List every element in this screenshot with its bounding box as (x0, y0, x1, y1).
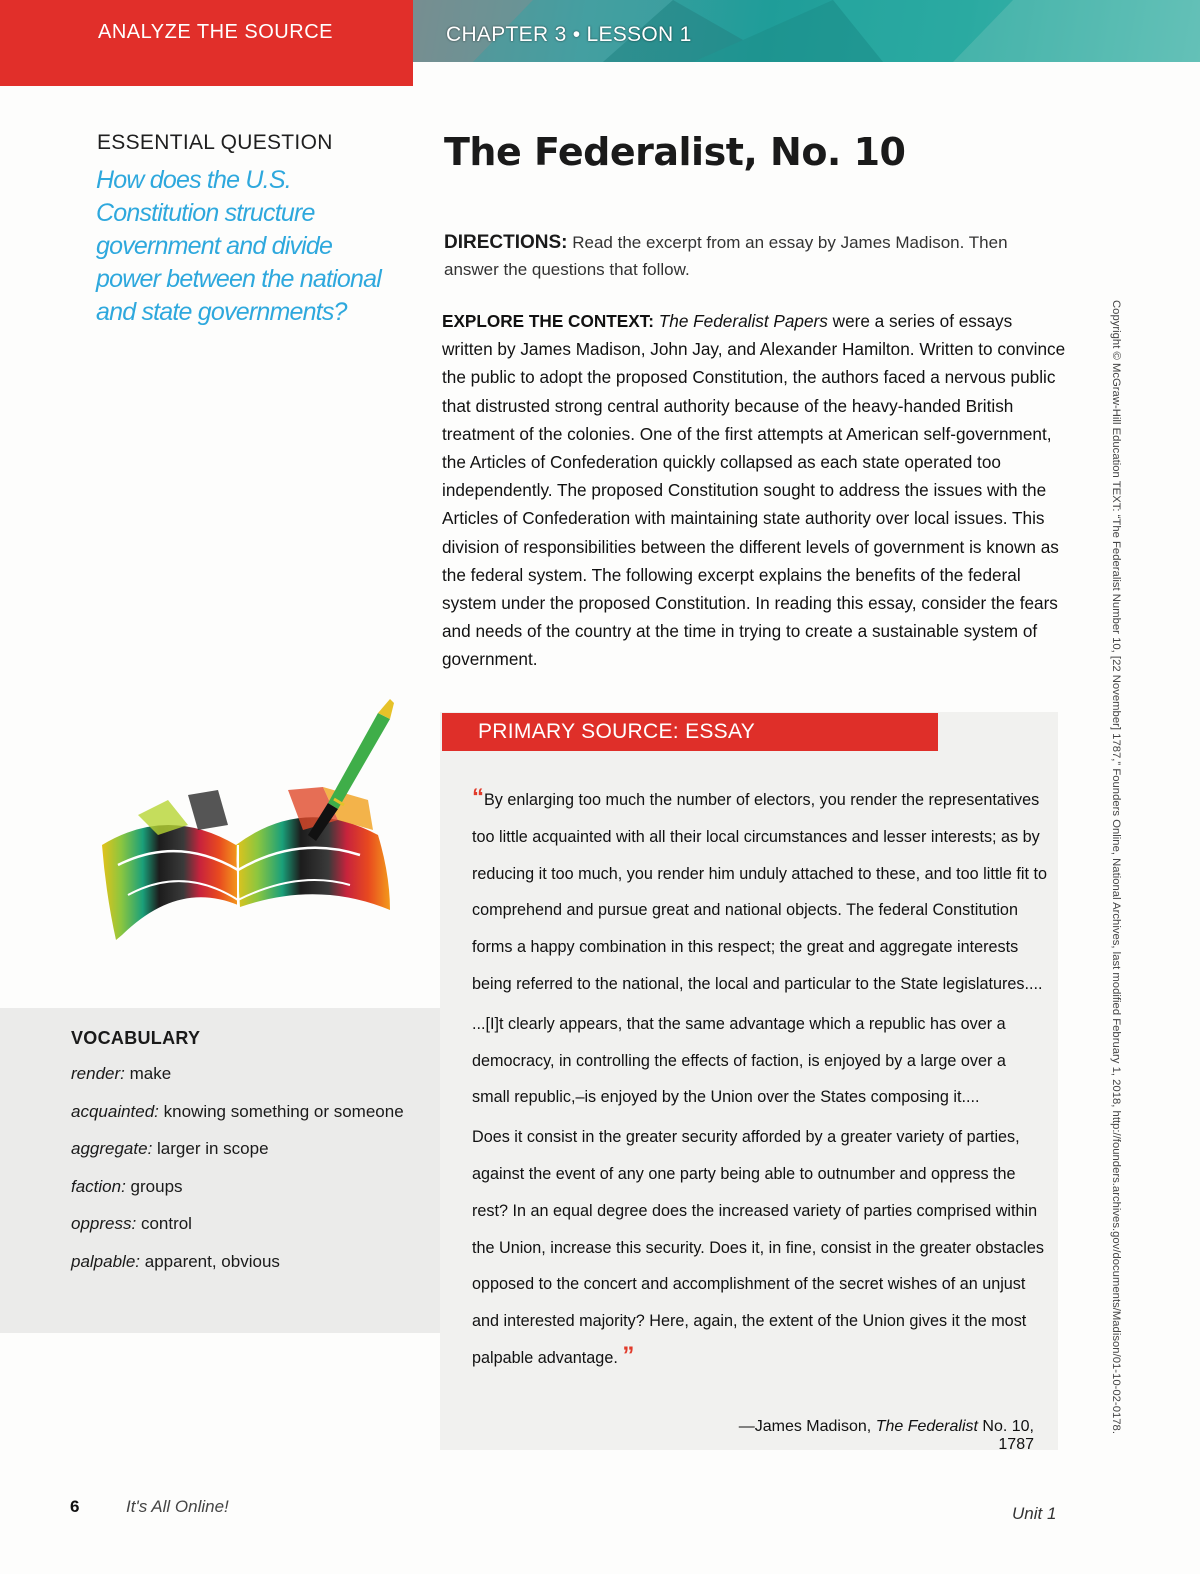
vocab-item (71, 1249, 431, 1287)
vocab-term: acquainted: (71, 1101, 159, 1121)
vocab-term: oppress: (71, 1214, 137, 1233)
directions-text: Read the excerpt from an essay by James Madison. Then answer the questions that follow. (444, 233, 1008, 279)
open-quote-icon: “ (472, 784, 484, 811)
vocab-definition: knowing something or someone (163, 1101, 404, 1121)
close-quote-icon: ” (622, 1341, 635, 1369)
essential-question-label: ESSENTIAL QUESTION (97, 131, 333, 154)
vocab-item (71, 1061, 431, 1099)
explore-context (442, 307, 1067, 674)
vocab-item (71, 1099, 431, 1137)
page-number: 6 (70, 1497, 80, 1516)
copyright-text: Copyright © McGraw-Hill Education TEXT: “The Federalist Number 10, [22 November] 1787,” Founders Online, National Archives, last modified February 1, 2018, http://founders.archives.gov/documents/Madison/01-10-02-0178. (1110, 300, 1122, 1434)
footer-unit: Unit 1 (1012, 1504, 1057, 1523)
section-banner (0, 0, 413, 86)
vocab-term: aggregate: (71, 1139, 153, 1158)
attribution-prefix: —James Madison, (738, 1418, 872, 1435)
vocab-term: render: (71, 1064, 125, 1083)
page-title: The Federalist, No. 10 (444, 130, 906, 174)
essay-paragraph (472, 1119, 1047, 1377)
vocab-term: palpable: (71, 1251, 141, 1271)
directions (444, 229, 1064, 283)
primary-source-header (442, 713, 938, 751)
vocab-definition: control (140, 1214, 192, 1233)
essay-attribution (700, 1418, 1034, 1454)
essay-paragraph (472, 1006, 1047, 1116)
section-label: ANALYZE THE SOURCE (98, 21, 333, 43)
chapter-banner (413, 0, 1200, 62)
vocab-definition: make (129, 1064, 172, 1083)
context-text: were a series of essays written by James Madison, John Jay, and Alexander Hamilton. Written to convince the public to adopt the proposed Constitution, the authors faced a nervous public that distrusted strong central authority because of the heavy-handed British treatment of the colonies. One of the first attempts at American self-government, the Articles of Confederation quickly collapsed as each state operated too independently. The proposed Constitution sought to address the issues with the Articles of Confederation with maintaining state authority over local issues. This division of responsibilities between the different levels of government is known as the federal system. The following excerpt explains the benefits of the federal system under the proposed Constitution. In reading this essay, consider the fears and needs of the country at the time in trying to create a sustainable system of government. (442, 311, 1066, 670)
footer-tagline: It's All Online! (126, 1497, 229, 1516)
context-italic-title: The Federalist Papers (658, 311, 828, 331)
vocab-item (71, 1211, 431, 1249)
copyright-notice (1106, 300, 1126, 1460)
book-and-pen-illustration (98, 695, 398, 950)
vocab-definition: groups (130, 1176, 183, 1196)
vocab-definition: larger in scope (157, 1139, 269, 1158)
essay-paragraph-text: By enlarging too much the number of electors, you render the representatives too little acquainted with all their local circumstances and lesser interests; as by reducing it too much, you render him unduly attached to these, and too little fit to comprehend and pursue great and national objects. The federal Constitution forms a happy combination in this respect; the great and aggregate interests being referred to the national, the local and particular to the State legislatures.... (472, 791, 1047, 993)
vocab-definition: apparent, obvious (144, 1251, 280, 1271)
vocab-term: faction: (71, 1176, 126, 1196)
chapter-label: CHAPTER 3 • LESSON 1 (446, 23, 692, 46)
attribution-suffix: No. 10, 1787 (982, 1418, 1034, 1453)
directions-label: DIRECTIONS: (444, 232, 568, 253)
essay-paragraph (472, 782, 1047, 1003)
essay-paragraph-text: Does it consist in the greater security afforded by a greater variety of parties, against the event of any one party being able to outnumber and oppress the rest? In an equal degree does the increased variety of parties comprised within the Union, increase this security. Does it, in fine, consist in the greater obstacles opposed to the concert and accomplishment of the secret wishes of an unjust and interested majority? Here, again, the extent of the Union gives it the most palpable advantage. (472, 1128, 1044, 1367)
primary-source-label: PRIMARY SOURCE: ESSAY (478, 720, 756, 743)
vocab-item (71, 1174, 431, 1212)
vocabulary-list (71, 1061, 431, 1286)
attribution-title: The Federalist (875, 1418, 978, 1435)
essay-excerpt (472, 782, 1047, 1380)
essay-paragraph-text: ...[I]t clearly appears, that the same advantage which a republic has over a democracy, in controlling the effects of faction, is enjoyed by a large over a small republic,–is enjoyed by the Union over the States composing it.... (472, 1014, 1006, 1107)
vocab-item (71, 1136, 431, 1174)
context-label: EXPLORE THE CONTEXT: (442, 311, 654, 331)
essential-question-text: How does the U.S. Constitution structure government and divide power between the national and state governments? (96, 166, 381, 326)
vocabulary-title: VOCABULARY (71, 1028, 201, 1048)
